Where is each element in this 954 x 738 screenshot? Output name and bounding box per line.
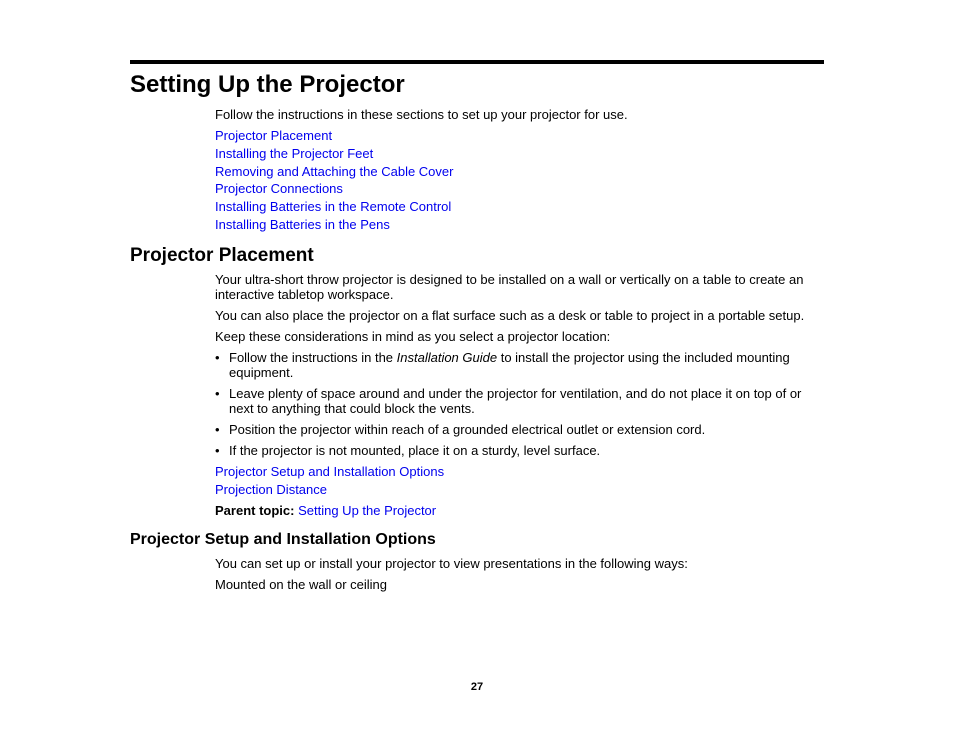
placement-paragraph-2: You can also place the projector on a flat surface such as a desk or table to project in a portable setup. xyxy=(215,308,805,323)
parent-topic-label: Parent topic: xyxy=(215,503,295,518)
toc-link-list xyxy=(215,128,453,235)
link-projector-placement[interactable]: Projector Placement xyxy=(215,128,333,143)
placement-paragraph-1: Your ultra-short throw projector is designed to be installed on a wall or vertically on a table to create an interactive tabletop workspace. xyxy=(215,272,804,302)
title-rule xyxy=(130,60,824,64)
link-batteries-remote[interactable]: Installing Batteries in the Remote Control xyxy=(215,199,452,215)
link-projection-distance[interactable]: Projection Distance xyxy=(215,481,327,497)
page-title: Setting Up the Projector xyxy=(130,71,405,98)
installation-guide-title: Installation Guide xyxy=(396,350,498,365)
link-parent-topic[interactable]: Setting Up the Projector xyxy=(298,503,437,518)
bullet-dot: • xyxy=(215,386,220,401)
link-projector-connections[interactable]: Projector Connections xyxy=(215,181,343,197)
intro-text: Follow the instructions in these sections to set up your projector for use. xyxy=(215,107,628,122)
link-batteries-pens[interactable]: Installing Batteries in the Pens xyxy=(215,216,390,232)
parent-topic xyxy=(215,503,436,518)
placement-paragraph-3: Keep these considerations in mind as you select a projector location: xyxy=(215,329,611,344)
link-installing-feet[interactable]: Installing the Projector Feet xyxy=(215,145,374,161)
setup-paragraph-2: Mounted on the wall or ceiling xyxy=(215,577,387,592)
bullet-dot: • xyxy=(215,422,220,437)
setup-paragraph-1: You can set up or install your projector to view presentations in the following ways: xyxy=(215,556,688,571)
placement-link-list xyxy=(215,464,444,500)
page-number: 27 xyxy=(470,681,484,693)
section-heading-placement: Projector Placement xyxy=(130,245,314,266)
section-heading-setup-options: Projector Setup and Installation Options xyxy=(130,531,436,548)
bullet-dot: • xyxy=(215,443,220,458)
link-cable-cover[interactable]: Removing and Attaching the Cable Cover xyxy=(215,163,454,179)
link-setup-installation-options[interactable]: Projector Setup and Installation Options xyxy=(215,464,445,479)
bullet-dot: • xyxy=(215,350,220,365)
